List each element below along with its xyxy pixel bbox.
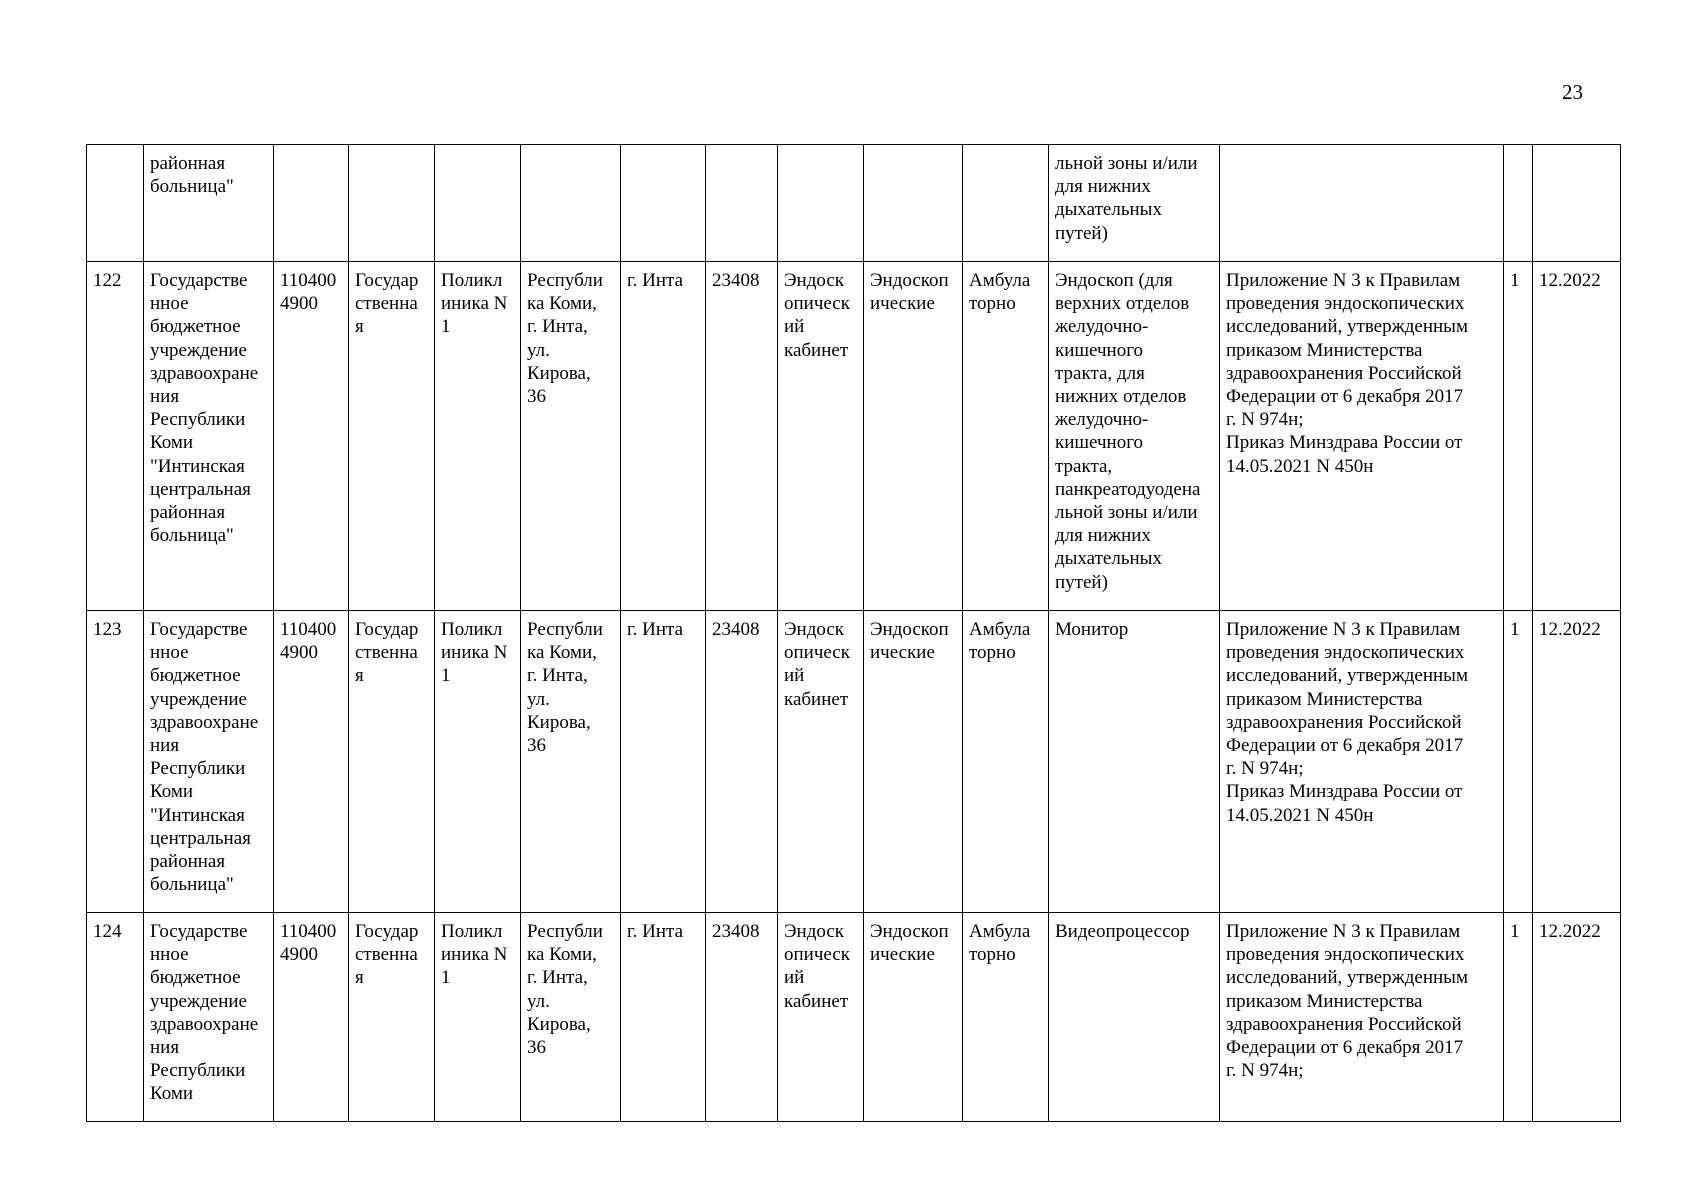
type-cell: Эндоскоп ические — [864, 611, 963, 913]
okato-cell: 23408 — [706, 611, 778, 913]
unit-cell — [435, 145, 521, 262]
address-cell: Республи ка Коми, г. Инта, ул. Кирова, 36 — [521, 611, 621, 913]
standard-cell: Приложение N 3 к Правилам проведения эндоскопических исследований, утвержденным приказом Министерства здравоохранения Российской Федерации от 6 декабря 2017 г. N 974н; — [1220, 913, 1504, 1122]
ownership-cell — [349, 145, 435, 262]
organization-cell: Государстве нное бюджетное учреждение здравоохране ния Республики Коми — [144, 913, 274, 1122]
organization-code-cell: 110400 4900 — [274, 262, 349, 611]
quantity-cell: 1 — [1504, 611, 1533, 913]
ownership-cell: Государ ственна я — [349, 913, 435, 1122]
date-cell — [1533, 145, 1621, 262]
organization-code-cell: 110400 4900 — [274, 913, 349, 1122]
ownership-cell: Государ ственна я — [349, 262, 435, 611]
equipment-cell: Монитор — [1049, 611, 1220, 913]
date-cell: 12.2022 — [1533, 611, 1621, 913]
standard-cell: Приложение N 3 к Правилам проведения эндоскопических исследований, утвержденным приказом Министерства здравоохранения Российской Федерации от 6 декабря 2017 г. N 974н; Приказ Минздрава России от 14.05.2021 N 450н — [1220, 611, 1504, 913]
care-form-cell: Амбула торно — [963, 611, 1049, 913]
city-cell: г. Инта — [621, 611, 706, 913]
city-cell: г. Инта — [621, 913, 706, 1122]
quantity-cell: 1 — [1504, 262, 1533, 611]
quantity-cell: 1 — [1504, 913, 1533, 1122]
organization-cell: Государстве нное бюджетное учреждение здравоохране ния Республики Коми "Интинская центральная районная больница" — [144, 262, 274, 611]
row-number-cell: 122 — [87, 262, 144, 611]
care-form-cell: Амбула торно — [963, 913, 1049, 1122]
date-cell: 12.2022 — [1533, 262, 1621, 611]
row-number-cell: 124 — [87, 913, 144, 1122]
table-row — [87, 913, 1621, 1122]
table-row — [87, 262, 1621, 611]
table-row — [87, 145, 1621, 262]
okato-cell: 23408 — [706, 262, 778, 611]
okato-cell: 23408 — [706, 913, 778, 1122]
quantity-cell — [1504, 145, 1533, 262]
room-cell: Эндоск опическ ий кабинет — [778, 611, 864, 913]
date-cell: 12.2022 — [1533, 913, 1621, 1122]
standard-cell: Приложение N 3 к Правилам проведения эндоскопических исследований, утвержденным приказом Министерства здравоохранения Российской Федерации от 6 декабря 2017 г. N 974н; Приказ Минздрава России от 14.05.2021 N 450н — [1220, 262, 1504, 611]
city-cell: г. Инта — [621, 262, 706, 611]
standard-cell — [1220, 145, 1504, 262]
table-row — [87, 611, 1621, 913]
address-cell: Республи ка Коми, г. Инта, ул. Кирова, 36 — [521, 262, 621, 611]
unit-cell: Поликл иника N 1 — [435, 262, 521, 611]
type-cell — [864, 145, 963, 262]
unit-cell: Поликл иника N 1 — [435, 913, 521, 1122]
organization-code-cell: 110400 4900 — [274, 611, 349, 913]
organization-code-cell — [274, 145, 349, 262]
room-cell — [778, 145, 864, 262]
equipment-cell: Видеопроцессор — [1049, 913, 1220, 1122]
care-form-cell — [963, 145, 1049, 262]
row-number-cell — [87, 145, 144, 262]
address-cell — [521, 145, 621, 262]
address-cell: Республи ка Коми, г. Инта, ул. Кирова, 36 — [521, 913, 621, 1122]
organization-cell: Государстве нное бюджетное учреждение здравоохране ния Республики Коми "Интинская центральная районная больница" — [144, 611, 274, 913]
equipment-cell: Эндоскоп (для верхних отделов желудочно- кишечного тракта, для нижних отделов желудочно- кишечного тракта, панкреатодуодена льной зоны и/или для нижних дыхательных путей) — [1049, 262, 1220, 611]
type-cell: Эндоскоп ические — [864, 262, 963, 611]
equipment-cell: льной зоны и/или для нижних дыхательных путей) — [1049, 145, 1220, 262]
unit-cell: Поликл иника N 1 — [435, 611, 521, 913]
row-number-cell: 123 — [87, 611, 144, 913]
room-cell: Эндоск опическ ий кабинет — [778, 913, 864, 1122]
page-number: 23 — [1562, 80, 1583, 104]
okato-cell — [706, 145, 778, 262]
city-cell — [621, 145, 706, 262]
type-cell: Эндоскоп ические — [864, 913, 963, 1122]
equipment-registry-table — [86, 144, 1621, 1122]
ownership-cell: Государ ственна я — [349, 611, 435, 913]
organization-cell: районная больница" — [144, 145, 274, 262]
room-cell: Эндоск опическ ий кабинет — [778, 262, 864, 611]
care-form-cell: Амбула торно — [963, 262, 1049, 611]
